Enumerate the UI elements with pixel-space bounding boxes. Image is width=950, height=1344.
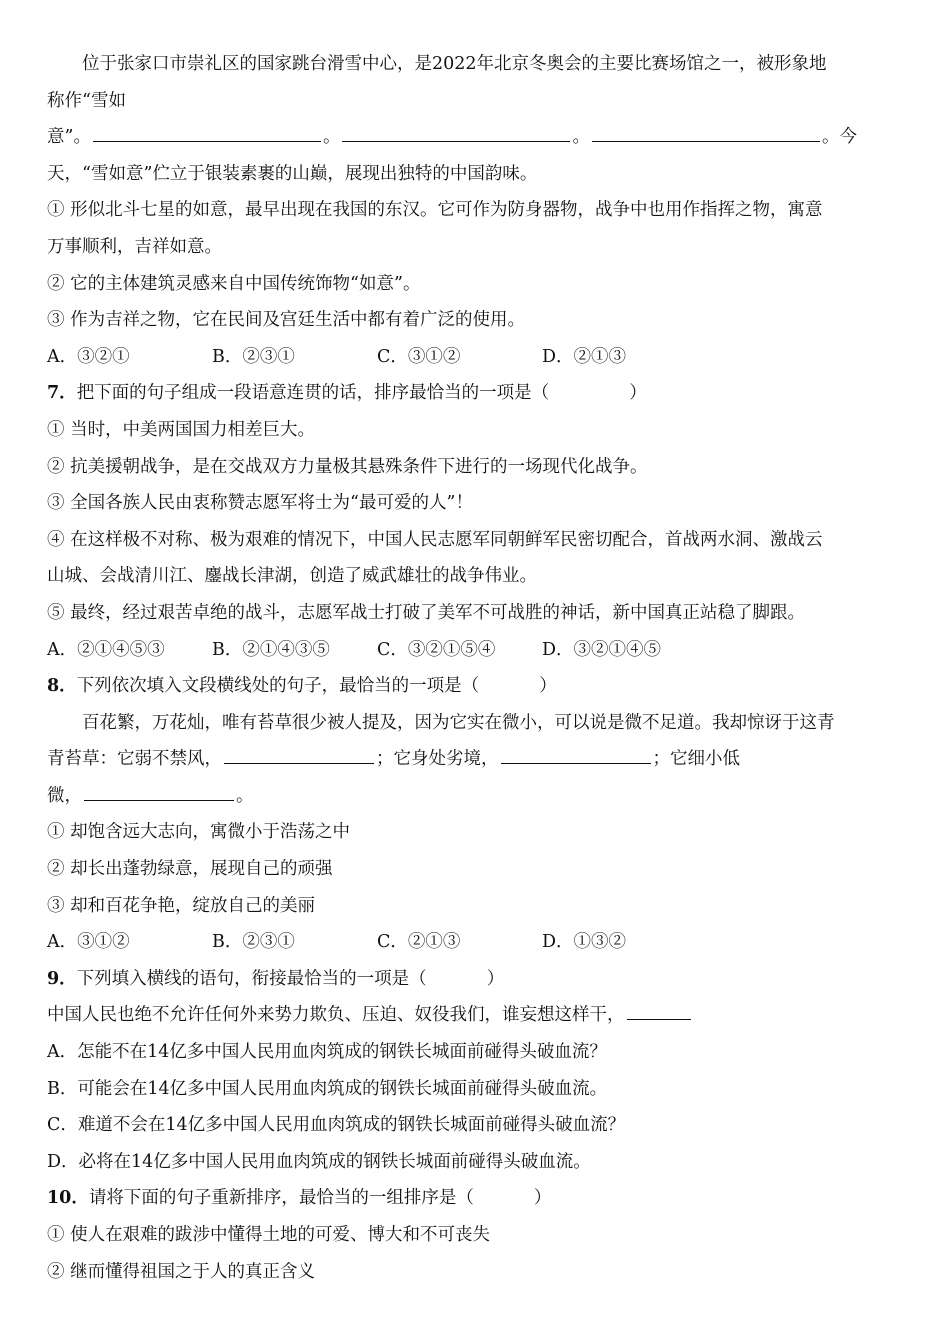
q6-sentence-3: ③ 作为吉祥之物，它在民间及宫廷生活中都有着广泛的使用。 <box>47 310 526 331</box>
q7-close: ） <box>629 383 647 404</box>
q7-sentence-4-cont: 山城、会战清川江、鏖战长津湖，创造了威武雄壮的战争伟业。 <box>47 566 537 587</box>
q8-blank-3[interactable] <box>84 780 234 801</box>
q8-close: ） <box>539 676 557 697</box>
q8-blank-2[interactable] <box>501 743 651 764</box>
q7-sentence-5: ⑤ 最终，经过艰苦卓绝的战斗，志愿军战士打破了美军不可战胜的神话，新中国真正站稳了脚跟。 <box>47 602 806 623</box>
q6-passage-text: 。今 <box>821 127 857 148</box>
q7-sentence-2: ② 抗美援朝战争，是在交战双方力量极其悬殊条件下进行的一场现代化战争。 <box>47 456 648 477</box>
q9-number: 9． <box>47 968 77 989</box>
q7-option-d[interactable]: D．③②①④⑤ <box>542 639 662 660</box>
q6-option-d[interactable]: D．②①③ <box>542 346 627 367</box>
q10-stem <box>47 1180 907 1217</box>
q8-passage-text: 。 <box>236 785 254 806</box>
q8-number: 8． <box>47 676 77 697</box>
q6-passage-line-1: 位于张家口市崇礼区的国家跳台滑雪中心，是2022年北京冬奥会的主要比赛场馆之一，被形象地 <box>82 54 827 74</box>
q6-option-c[interactable]: C．③①② <box>377 346 461 367</box>
q6-passage-line-3 <box>47 119 907 156</box>
q6-sentence-1: ① 形似北斗七星的如意，最早出现在我国的东汉。它可作为防身器物，战争中也用作指挥之物，寓意 <box>47 200 823 221</box>
q7-sentence-3: ③ 全国各族人民由衷称赞志愿军将士为“最可爱的人”！ <box>47 493 473 514</box>
q7-options <box>47 632 907 669</box>
q9-option-c[interactable]: C．难道不会在14亿多中国人民用血肉筑成的钢铁长城面前碰得头破血流？ <box>47 1115 626 1136</box>
q8-passage-text: 微， <box>47 785 82 806</box>
q8-passage-text: ；它身处劣境， <box>376 749 499 770</box>
q6-sentence-1-cont: 万事顺利，吉祥如意。 <box>47 236 222 257</box>
q8-sentence-3: ③ 却和百花争艳，绽放自己的美丽 <box>47 895 316 916</box>
q8-stem <box>47 668 907 705</box>
q10-text: 请将下面的句子重新排序，最恰当的一组排序是（ <box>88 1188 474 1209</box>
q9-blank[interactable] <box>627 999 691 1020</box>
q8-blank-1[interactable] <box>224 743 374 764</box>
q9-option-d[interactable]: D．必将在14亿多中国人民用血肉筑成的钢铁长城面前碰得头破血流。 <box>47 1151 591 1172</box>
q7-sentence-1: ① 当时，中美两国国力相差巨大。 <box>47 419 316 440</box>
q8-text: 下列依次填入文段横线处的句子，最恰当的一项是（ <box>76 676 480 697</box>
q10-close: ） <box>533 1188 552 1209</box>
q6-separator: 。 <box>322 127 341 148</box>
q6-blank-1[interactable] <box>93 121 321 142</box>
q9-stem <box>47 961 907 998</box>
q10-sentence-2: ② 继而懂得祖国之于人的真正含义 <box>47 1261 316 1282</box>
q8-passage-text: ；它细小低 <box>652 749 740 770</box>
q8-passage-line-1: 百花繁，万花灿，唯有苔草很少被人提及，因为它实在微小，可以说是微不足道。我却惊讶于这青 <box>82 712 835 733</box>
q7-number: 7． <box>47 383 77 404</box>
q9-text: 下列填入横线的语句，衔接最恰当的一项是（ <box>76 968 427 989</box>
q10-sentence-1: ① 使人在艰难的跋涉中懂得土地的可爱、博大和不可丧失 <box>47 1225 491 1245</box>
q10-number: 10． <box>47 1188 89 1209</box>
q8-sentence-2: ② 却长出蓬勃绿意，展现自己的顽强 <box>47 859 333 880</box>
q8-passage-text: 青苔草：它弱不禁风， <box>47 749 222 770</box>
q7-text: 把下面的句子组成一段语意连贯的话，排序最恰当的一项是（ <box>76 383 550 404</box>
q8-passage-line-2 <box>47 741 907 778</box>
q8-option-a[interactable]: A．③①② <box>47 932 130 953</box>
q6-options <box>47 339 907 376</box>
q8-passage-line-3 <box>47 778 907 815</box>
q7-sentence-4: ④ 在这样极不对称、极为艰难的情况下，中国人民志愿军同朝鲜军民密切配合，首战两水洞、激战云 <box>47 529 823 550</box>
q9-context-text: 中国人民也绝不允许任何外来势力欺负、压迫、奴役我们，谁妄想这样干， <box>47 1005 625 1026</box>
q7-option-a[interactable]: A．②①④⑤③ <box>47 639 165 660</box>
q7-option-b[interactable]: B．②①④③⑤ <box>212 639 330 660</box>
q6-blank-3[interactable] <box>592 121 820 142</box>
q6-blank-2[interactable] <box>342 121 570 142</box>
q7-stem <box>47 375 907 412</box>
q6-passage-line-4: 天，“雪如意”伫立于银装素裹的山巅，展现出独特的中国韵味。 <box>47 163 538 184</box>
q6-option-b[interactable]: B．②③① <box>212 346 295 367</box>
q8-option-d[interactable]: D．①③② <box>542 932 627 953</box>
q7-option-c[interactable]: C．③②①⑤④ <box>377 639 496 660</box>
q6-option-a[interactable]: A．③②① <box>47 346 130 367</box>
q8-options <box>47 924 907 961</box>
exam-page <box>47 46 907 1290</box>
q8-option-c[interactable]: C．②①③ <box>377 932 461 953</box>
q8-sentence-1: ① 却饱含远大志向，寓微小于浩荡之中 <box>47 822 351 843</box>
q6-passage-text: 意”。 <box>47 127 91 148</box>
q6-passage-line-2: 称作“雪如 <box>47 90 126 111</box>
q9-option-b[interactable]: B．可能会在14亿多中国人民用血肉筑成的钢铁长城面前碰得头破血流。 <box>47 1078 608 1099</box>
q9-close: ） <box>486 968 505 989</box>
q9-option-a[interactable]: A．怎能不在14亿多中国人民用血肉筑成的钢铁长城面前碰得头破血流？ <box>47 1042 607 1063</box>
q9-context <box>47 997 907 1034</box>
q6-sentence-2: ② 它的主体建筑灵感来自中国传统饰物“如意”。 <box>47 273 421 294</box>
q8-option-b[interactable]: B．②③① <box>212 932 295 953</box>
q6-separator: 。 <box>572 127 590 148</box>
